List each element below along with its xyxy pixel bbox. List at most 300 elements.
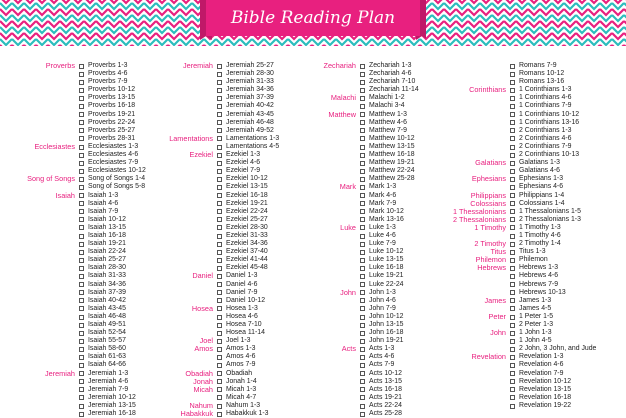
reading-text: 1 Corinthians 10-12 — [519, 110, 580, 118]
reading-checkbox[interactable] — [360, 177, 365, 182]
reading-checkbox[interactable] — [510, 306, 515, 311]
reading-checkbox[interactable] — [360, 185, 365, 190]
book-label: Obadiah — [185, 368, 213, 378]
reading-checkbox[interactable] — [79, 363, 84, 368]
reading-checkbox[interactable] — [79, 347, 84, 352]
reading-checkbox[interactable] — [217, 128, 222, 133]
reading-checkbox[interactable] — [217, 217, 222, 222]
reading-checkbox[interactable] — [360, 298, 365, 303]
reading-text: Hebrews 4-6 — [519, 272, 559, 280]
reading-checkbox[interactable] — [79, 112, 84, 117]
reading-checkbox[interactable] — [79, 193, 84, 198]
reading-text: Amos 7-9 — [226, 361, 256, 369]
reading-checkbox[interactable] — [79, 234, 84, 239]
reading-checkbox[interactable] — [217, 136, 222, 141]
reading-checkbox[interactable] — [79, 298, 84, 303]
reading-text: Isaiah 40-42 — [88, 296, 126, 304]
reading-text: Isaiah 7-9 — [88, 207, 119, 215]
reading-checkbox[interactable] — [510, 169, 515, 174]
reading-checkbox[interactable] — [217, 242, 222, 247]
reading-checkbox[interactable] — [79, 225, 84, 230]
reading-checkbox[interactable] — [217, 290, 222, 295]
book-label: Hosea — [191, 303, 213, 313]
reading-text: Ezekiel 19-21 — [226, 199, 268, 207]
reading-text: Jeremiah 40-42 — [226, 102, 274, 110]
reading-text: Isaiah 10-12 — [88, 215, 126, 223]
reading-checkbox[interactable] — [217, 225, 222, 230]
reading-checkbox[interactable] — [510, 153, 515, 158]
reading-checkbox[interactable] — [217, 387, 222, 392]
reading-checkbox[interactable] — [360, 145, 365, 150]
reading-checkbox[interactable] — [510, 258, 515, 263]
book-label: Habakkuk — [180, 409, 213, 418]
reading-checkbox[interactable] — [360, 234, 365, 239]
reading-text: Matthew 1-3 — [369, 110, 407, 118]
reading-text: Amos 1-3 — [226, 345, 256, 353]
reading-checkbox[interactable] — [360, 80, 365, 85]
reading-text: Matthew 25-28 — [369, 175, 415, 183]
reading-checkbox[interactable] — [510, 225, 515, 230]
book-label: John — [340, 287, 356, 297]
reading-text: Romans 7-9 — [519, 62, 557, 69]
reading-checkbox[interactable] — [79, 185, 84, 190]
reading-text: Acts 22-24 — [369, 401, 402, 409]
reading-checkbox[interactable] — [510, 355, 515, 360]
book-label: John — [490, 328, 506, 338]
reading-text: Revelation 4-6 — [519, 361, 564, 369]
reading-text: Micah 4-7 — [226, 393, 257, 401]
reading-text: Isaiah 52-54 — [88, 329, 126, 337]
reading-checkbox[interactable] — [217, 80, 222, 85]
reading-checkbox[interactable] — [510, 282, 515, 287]
reading-checkbox[interactable] — [360, 128, 365, 133]
reading-checkbox[interactable] — [217, 72, 222, 77]
reading-text: Colossians 1-4 — [519, 199, 565, 207]
reading-checkbox[interactable] — [360, 371, 365, 376]
book-label: Acts — [341, 344, 356, 354]
book-label: Ecclesiastes — [34, 141, 75, 151]
reading-checkbox[interactable] — [360, 153, 365, 158]
reading-checkbox[interactable] — [510, 185, 515, 190]
reading-text: Proverbs 25-27 — [88, 126, 136, 134]
reading-text: Hosea 1-3 — [226, 304, 258, 312]
reading-checkbox[interactable] — [360, 193, 365, 198]
reading-text: Malachi 1-2 — [369, 94, 405, 102]
reading-checkbox[interactable] — [360, 323, 365, 328]
reading-checkbox[interactable] — [510, 339, 515, 344]
reading-checkbox[interactable] — [510, 120, 515, 125]
reading-text: Ezekiel 41-44 — [226, 256, 268, 264]
reading-text: Zechariah 11-14 — [369, 86, 419, 94]
reading-checkbox[interactable] — [217, 315, 222, 320]
reading-text: Mark 4-6 — [369, 191, 397, 199]
reading-text: Luke 16-18 — [369, 264, 404, 272]
reading-checkbox[interactable] — [79, 315, 84, 320]
reading-checkbox[interactable] — [217, 347, 222, 352]
reading-checkbox[interactable] — [79, 355, 84, 360]
reading-text: John 10-12 — [369, 312, 404, 320]
reading-checkbox[interactable] — [360, 72, 365, 77]
reading-text: Romans 13-16 — [519, 78, 565, 86]
reading-text: 2 Corinthians 1-3 — [519, 126, 572, 134]
reading-checkbox[interactable] — [360, 412, 365, 417]
reading-text: Proverbs 22-24 — [88, 118, 136, 126]
reading-checkbox[interactable] — [510, 112, 515, 117]
reading-checkbox[interactable] — [510, 290, 515, 295]
reading-checkbox[interactable] — [79, 404, 84, 409]
reading-checkbox[interactable] — [360, 306, 365, 311]
reading-checkbox[interactable] — [510, 234, 515, 239]
reading-text: Proverbs 16-18 — [88, 102, 136, 110]
reading-text: 1 John 1-3 — [519, 329, 552, 337]
book-label: Titus — [490, 247, 506, 257]
reading-text: Jeremiah 46-48 — [226, 118, 274, 126]
reading-text: 2 Timothy 1-4 — [519, 240, 561, 248]
reading-checkbox[interactable] — [217, 306, 222, 311]
reading-checkbox[interactable] — [217, 193, 222, 198]
reading-checkbox[interactable] — [360, 112, 365, 117]
reading-checkbox[interactable] — [510, 404, 515, 409]
reading-text: Micah 1-3 — [226, 385, 257, 393]
reading-checkbox[interactable] — [360, 274, 365, 279]
reading-checkbox[interactable] — [510, 315, 515, 320]
reading-checkbox[interactable] — [79, 412, 84, 417]
reading-checkbox[interactable] — [217, 363, 222, 368]
reading-checkbox[interactable] — [79, 306, 84, 311]
reading-text: 1 John 4-5 — [519, 337, 552, 345]
reading-checkbox[interactable] — [79, 379, 84, 384]
reading-checkbox[interactable] — [510, 128, 515, 133]
reading-text: 1 Timothy 1-3 — [519, 223, 561, 231]
reading-checkbox[interactable] — [360, 136, 365, 141]
book-label: James — [484, 295, 506, 305]
book-label: Philippians — [470, 190, 506, 200]
reading-checkbox[interactable] — [79, 290, 84, 295]
reading-text: Luke 1-3 — [369, 223, 396, 231]
reading-checkbox[interactable] — [510, 217, 515, 222]
reading-text: Revelation 1-3 — [519, 353, 564, 361]
reading-checkbox[interactable] — [510, 161, 515, 166]
reading-checkbox[interactable] — [510, 371, 515, 376]
reading-checkbox[interactable] — [360, 379, 365, 384]
reading-checkbox[interactable] — [79, 177, 84, 182]
reading-checkbox[interactable] — [360, 331, 365, 336]
reading-checkbox[interactable] — [217, 258, 222, 263]
reading-text: Song of Songs 5-8 — [88, 183, 146, 191]
reading-checkbox[interactable] — [79, 274, 84, 279]
reading-text: Acts 13-15 — [369, 377, 402, 385]
reading-text: Isaiah 16-18 — [88, 231, 126, 239]
reading-text: James 4-5 — [519, 304, 552, 312]
reading-checkbox[interactable] — [79, 209, 84, 214]
reading-checkbox[interactable] — [217, 298, 222, 303]
reading-checkbox[interactable] — [510, 363, 515, 368]
reading-checkbox[interactable] — [360, 339, 365, 344]
book-label: 2 Thessalonians — [452, 214, 506, 224]
reading-checkbox[interactable] — [79, 153, 84, 158]
reading-text: Jeremiah 37-39 — [226, 94, 274, 102]
reading-checkbox[interactable] — [360, 290, 365, 295]
reading-text: Jeremiah 34-36 — [226, 86, 274, 94]
reading-checkbox[interactable] — [79, 323, 84, 328]
reading-checkbox[interactable] — [510, 64, 515, 69]
reading-text: Ezekiel 7-9 — [226, 167, 261, 175]
reading-checkbox[interactable] — [79, 88, 84, 93]
reading-checkbox[interactable] — [510, 193, 515, 198]
book-label: Amos — [194, 344, 213, 354]
reading-checkbox[interactable] — [510, 177, 515, 182]
reading-text: Obadiah — [226, 369, 253, 377]
reading-checkbox[interactable] — [217, 355, 222, 360]
reading-text: Hebrews 10-13 — [519, 288, 566, 296]
reading-text: Proverbs 4-6 — [88, 70, 128, 78]
reading-checkbox[interactable] — [360, 355, 365, 360]
reading-checkbox[interactable] — [510, 145, 515, 150]
reading-text: Ezekiel 28-30 — [226, 223, 268, 231]
reading-checkbox[interactable] — [217, 145, 222, 150]
reading-checkbox[interactable] — [217, 371, 222, 376]
book-label: Jeremiah — [182, 61, 213, 70]
book-label: Philemon — [475, 255, 506, 265]
book-label: Peter — [488, 311, 506, 321]
reading-checkbox[interactable] — [360, 64, 365, 69]
reading-text: Jeremiah 25-27 — [226, 62, 274, 69]
reading-text: Acts 10-12 — [369, 369, 402, 377]
reading-text: Ezekiel 4-6 — [226, 159, 261, 167]
reading-text: 2 Thessalonians 1-3 — [519, 215, 581, 223]
reading-checkbox[interactable] — [79, 387, 84, 392]
reading-checkbox[interactable] — [217, 339, 222, 344]
reading-checkbox[interactable] — [510, 331, 515, 336]
reading-text: Jeremiah 4-6 — [88, 377, 129, 385]
book-label: Joel — [199, 336, 213, 346]
book-label: Malachi — [330, 93, 356, 103]
reading-checkbox[interactable] — [510, 242, 515, 247]
book-label: 1 Thessalonians — [452, 206, 506, 216]
reading-checkbox[interactable] — [79, 201, 84, 206]
reading-checkbox[interactable] — [360, 250, 365, 255]
reading-checkbox[interactable] — [79, 145, 84, 150]
book-label: 1 Timothy — [474, 222, 506, 232]
reading-checkbox[interactable] — [510, 387, 515, 392]
reading-checkbox[interactable] — [360, 258, 365, 263]
reading-text: Ezekiel 1-3 — [226, 151, 261, 159]
reading-checkbox[interactable] — [79, 258, 84, 263]
reading-checkbox[interactable] — [79, 266, 84, 271]
book-label: Zechariah — [323, 61, 356, 70]
reading-checkbox[interactable] — [217, 177, 222, 182]
reading-checkbox[interactable] — [217, 274, 222, 279]
reading-checkbox[interactable] — [510, 209, 515, 214]
reading-text: Proverbs 10-12 — [88, 86, 136, 94]
reading-checkbox[interactable] — [360, 347, 365, 352]
reading-checkbox[interactable] — [79, 250, 84, 255]
reading-checkbox[interactable] — [217, 379, 222, 384]
reading-text: Mark 7-9 — [369, 199, 397, 207]
reading-checkbox[interactable] — [360, 104, 365, 109]
reading-checkbox[interactable] — [510, 96, 515, 101]
reading-checkbox[interactable] — [79, 217, 84, 222]
reading-checkbox[interactable] — [217, 201, 222, 206]
reading-text: 2 Corinthians 10-13 — [519, 151, 580, 159]
reading-checkbox[interactable] — [217, 161, 222, 166]
reading-checkbox[interactable] — [79, 80, 84, 85]
reading-checkbox[interactable] — [360, 217, 365, 222]
reading-text: Hosea 7-10 — [226, 321, 262, 328]
reading-checkbox[interactable] — [510, 88, 515, 93]
reading-checkbox[interactable] — [217, 120, 222, 125]
reading-checkbox[interactable] — [510, 274, 515, 279]
reading-checkbox[interactable] — [510, 298, 515, 303]
reading-text: Luke 4-6 — [369, 231, 396, 239]
reading-text: Jeremiah 31-33 — [226, 78, 274, 86]
reading-checkbox[interactable] — [217, 266, 222, 271]
reading-text: Isaiah 22-24 — [88, 248, 126, 256]
reading-checkbox[interactable] — [360, 242, 365, 247]
reading-checkbox[interactable] — [360, 225, 365, 230]
reading-checkbox[interactable] — [79, 72, 84, 77]
reading-checkbox[interactable] — [360, 201, 365, 206]
reading-text: Proverbs 1-3 — [88, 62, 128, 69]
reading-checkbox[interactable] — [510, 323, 515, 328]
reading-text: Matthew 16-18 — [369, 151, 415, 159]
reading-checkbox[interactable] — [217, 234, 222, 239]
book-label: Jonah — [193, 376, 213, 386]
book-label: Matthew — [328, 109, 356, 119]
book-label: Revelation — [471, 352, 506, 362]
reading-checkbox[interactable] — [510, 104, 515, 109]
reading-checkbox[interactable] — [360, 96, 365, 101]
reading-text: John 1-3 — [369, 288, 396, 296]
reading-text: Proverbs 13-15 — [88, 94, 136, 102]
reading-checkbox[interactable] — [217, 209, 222, 214]
reading-text: Amos 4-6 — [226, 353, 256, 361]
reading-text: Isaiah 58-60 — [88, 345, 126, 353]
reading-checkbox[interactable] — [79, 282, 84, 287]
reading-checkbox[interactable] — [217, 104, 222, 109]
reading-checkbox[interactable] — [217, 112, 222, 117]
reading-text: Jeremiah 28-30 — [226, 70, 274, 78]
reading-text: Jeremiah 49-52 — [226, 126, 274, 134]
reading-checkbox[interactable] — [79, 120, 84, 125]
reading-text: Ezekiel 10-12 — [226, 175, 268, 183]
reading-checkbox[interactable] — [360, 88, 365, 93]
reading-checkbox[interactable] — [79, 242, 84, 247]
book-label: Daniel — [192, 271, 213, 281]
reading-checkbox[interactable] — [360, 404, 365, 409]
reading-checkbox[interactable] — [510, 201, 515, 206]
reading-text: Ezekiel 45-48 — [226, 264, 268, 272]
reading-text: Ecclesiastes 1-3 — [88, 142, 139, 150]
reading-text: Hebrews 1-3 — [519, 264, 559, 272]
reading-text: John 19-21 — [369, 337, 404, 345]
reading-text: Revelation 13-15 — [519, 385, 572, 393]
reading-checkbox[interactable] — [217, 331, 222, 336]
reading-text: Revelation 10-12 — [519, 377, 572, 385]
reading-checkbox[interactable] — [217, 250, 222, 255]
reading-checkbox[interactable] — [510, 250, 515, 255]
reading-checkbox[interactable] — [360, 169, 365, 174]
reading-checkbox[interactable] — [360, 363, 365, 368]
reading-text: Acts 25-28 — [369, 410, 402, 418]
reading-checkbox[interactable] — [79, 128, 84, 133]
reading-text: Revelation 19-22 — [519, 401, 572, 409]
reading-text: Isaiah 55-57 — [88, 337, 126, 345]
reading-checkbox[interactable] — [217, 169, 222, 174]
reading-checkbox[interactable] — [79, 104, 84, 109]
reading-checkbox[interactable] — [360, 387, 365, 392]
reading-text: Ezekiel 16-18 — [226, 191, 268, 199]
book-label: Hebrews — [477, 263, 506, 273]
reading-checkbox[interactable] — [79, 339, 84, 344]
reading-checkbox[interactable] — [360, 315, 365, 320]
reading-checkbox[interactable] — [510, 266, 515, 271]
reading-checkbox[interactable] — [510, 379, 515, 384]
reading-text: John 4-6 — [369, 296, 396, 304]
reading-text: 1 Corinthians 1-3 — [519, 86, 572, 94]
reading-text: Matthew 10-12 — [369, 134, 415, 142]
reading-checkbox[interactable] — [217, 404, 222, 409]
reading-checkbox[interactable] — [510, 72, 515, 77]
reading-text: Acts 4-6 — [369, 353, 395, 361]
reading-text: Isaiah 37-39 — [88, 288, 126, 296]
reading-checkbox[interactable] — [217, 88, 222, 93]
reading-checkbox[interactable] — [360, 266, 365, 271]
book-label: Nahum — [189, 400, 213, 410]
reading-text: Ecclesiastes 4-6 — [88, 151, 139, 159]
reading-text: Ezekiel 22-24 — [226, 207, 268, 215]
reading-text: James 1-3 — [519, 296, 552, 304]
book-label: Proverbs — [45, 61, 75, 70]
reading-text: Isaiah 1-3 — [88, 191, 119, 199]
reading-checkbox[interactable] — [510, 80, 515, 85]
reading-checkbox[interactable] — [217, 64, 222, 69]
reading-text: Matthew 19-21 — [369, 159, 415, 167]
reading-checkbox[interactable] — [360, 282, 365, 287]
reading-checkbox[interactable] — [79, 169, 84, 174]
reading-checkbox[interactable] — [79, 161, 84, 166]
reading-text: 2 John, 3 John, and Jude — [519, 345, 597, 353]
book-label: Mark — [339, 182, 356, 192]
reading-checkbox[interactable] — [79, 96, 84, 101]
reading-checkbox[interactable] — [79, 331, 84, 336]
reading-checkbox[interactable] — [360, 161, 365, 166]
reading-text: Acts 1-3 — [369, 345, 395, 353]
reading-text: Isaiah 4-6 — [88, 199, 119, 207]
reading-checkbox[interactable] — [217, 185, 222, 190]
reading-checkbox[interactable] — [79, 64, 84, 69]
reading-checkbox[interactable] — [510, 347, 515, 352]
book-label: Isaiah — [55, 190, 75, 200]
reading-text: Matthew 22-24 — [369, 167, 415, 175]
reading-text: Daniel 1-3 — [226, 272, 258, 280]
reading-checkbox[interactable] — [217, 282, 222, 287]
reading-text: Ezekiel 13-15 — [226, 183, 268, 191]
reading-checkbox[interactable] — [217, 153, 222, 158]
reading-checkbox[interactable] — [79, 136, 84, 141]
reading-text: Proverbs 19-21 — [88, 110, 136, 118]
reading-text: Galatians 1-3 — [519, 159, 560, 167]
reading-checkbox[interactable] — [360, 209, 365, 214]
reading-checkbox[interactable] — [510, 136, 515, 141]
reading-text: 1 Corinthians 13-16 — [519, 118, 580, 126]
reading-text: John 7-9 — [369, 304, 396, 312]
reading-checkbox[interactable] — [360, 120, 365, 125]
reading-checkbox[interactable] — [217, 323, 222, 328]
reading-checkbox[interactable] — [79, 371, 84, 376]
reading-checkbox[interactable] — [217, 412, 222, 417]
reading-checkbox[interactable] — [217, 96, 222, 101]
